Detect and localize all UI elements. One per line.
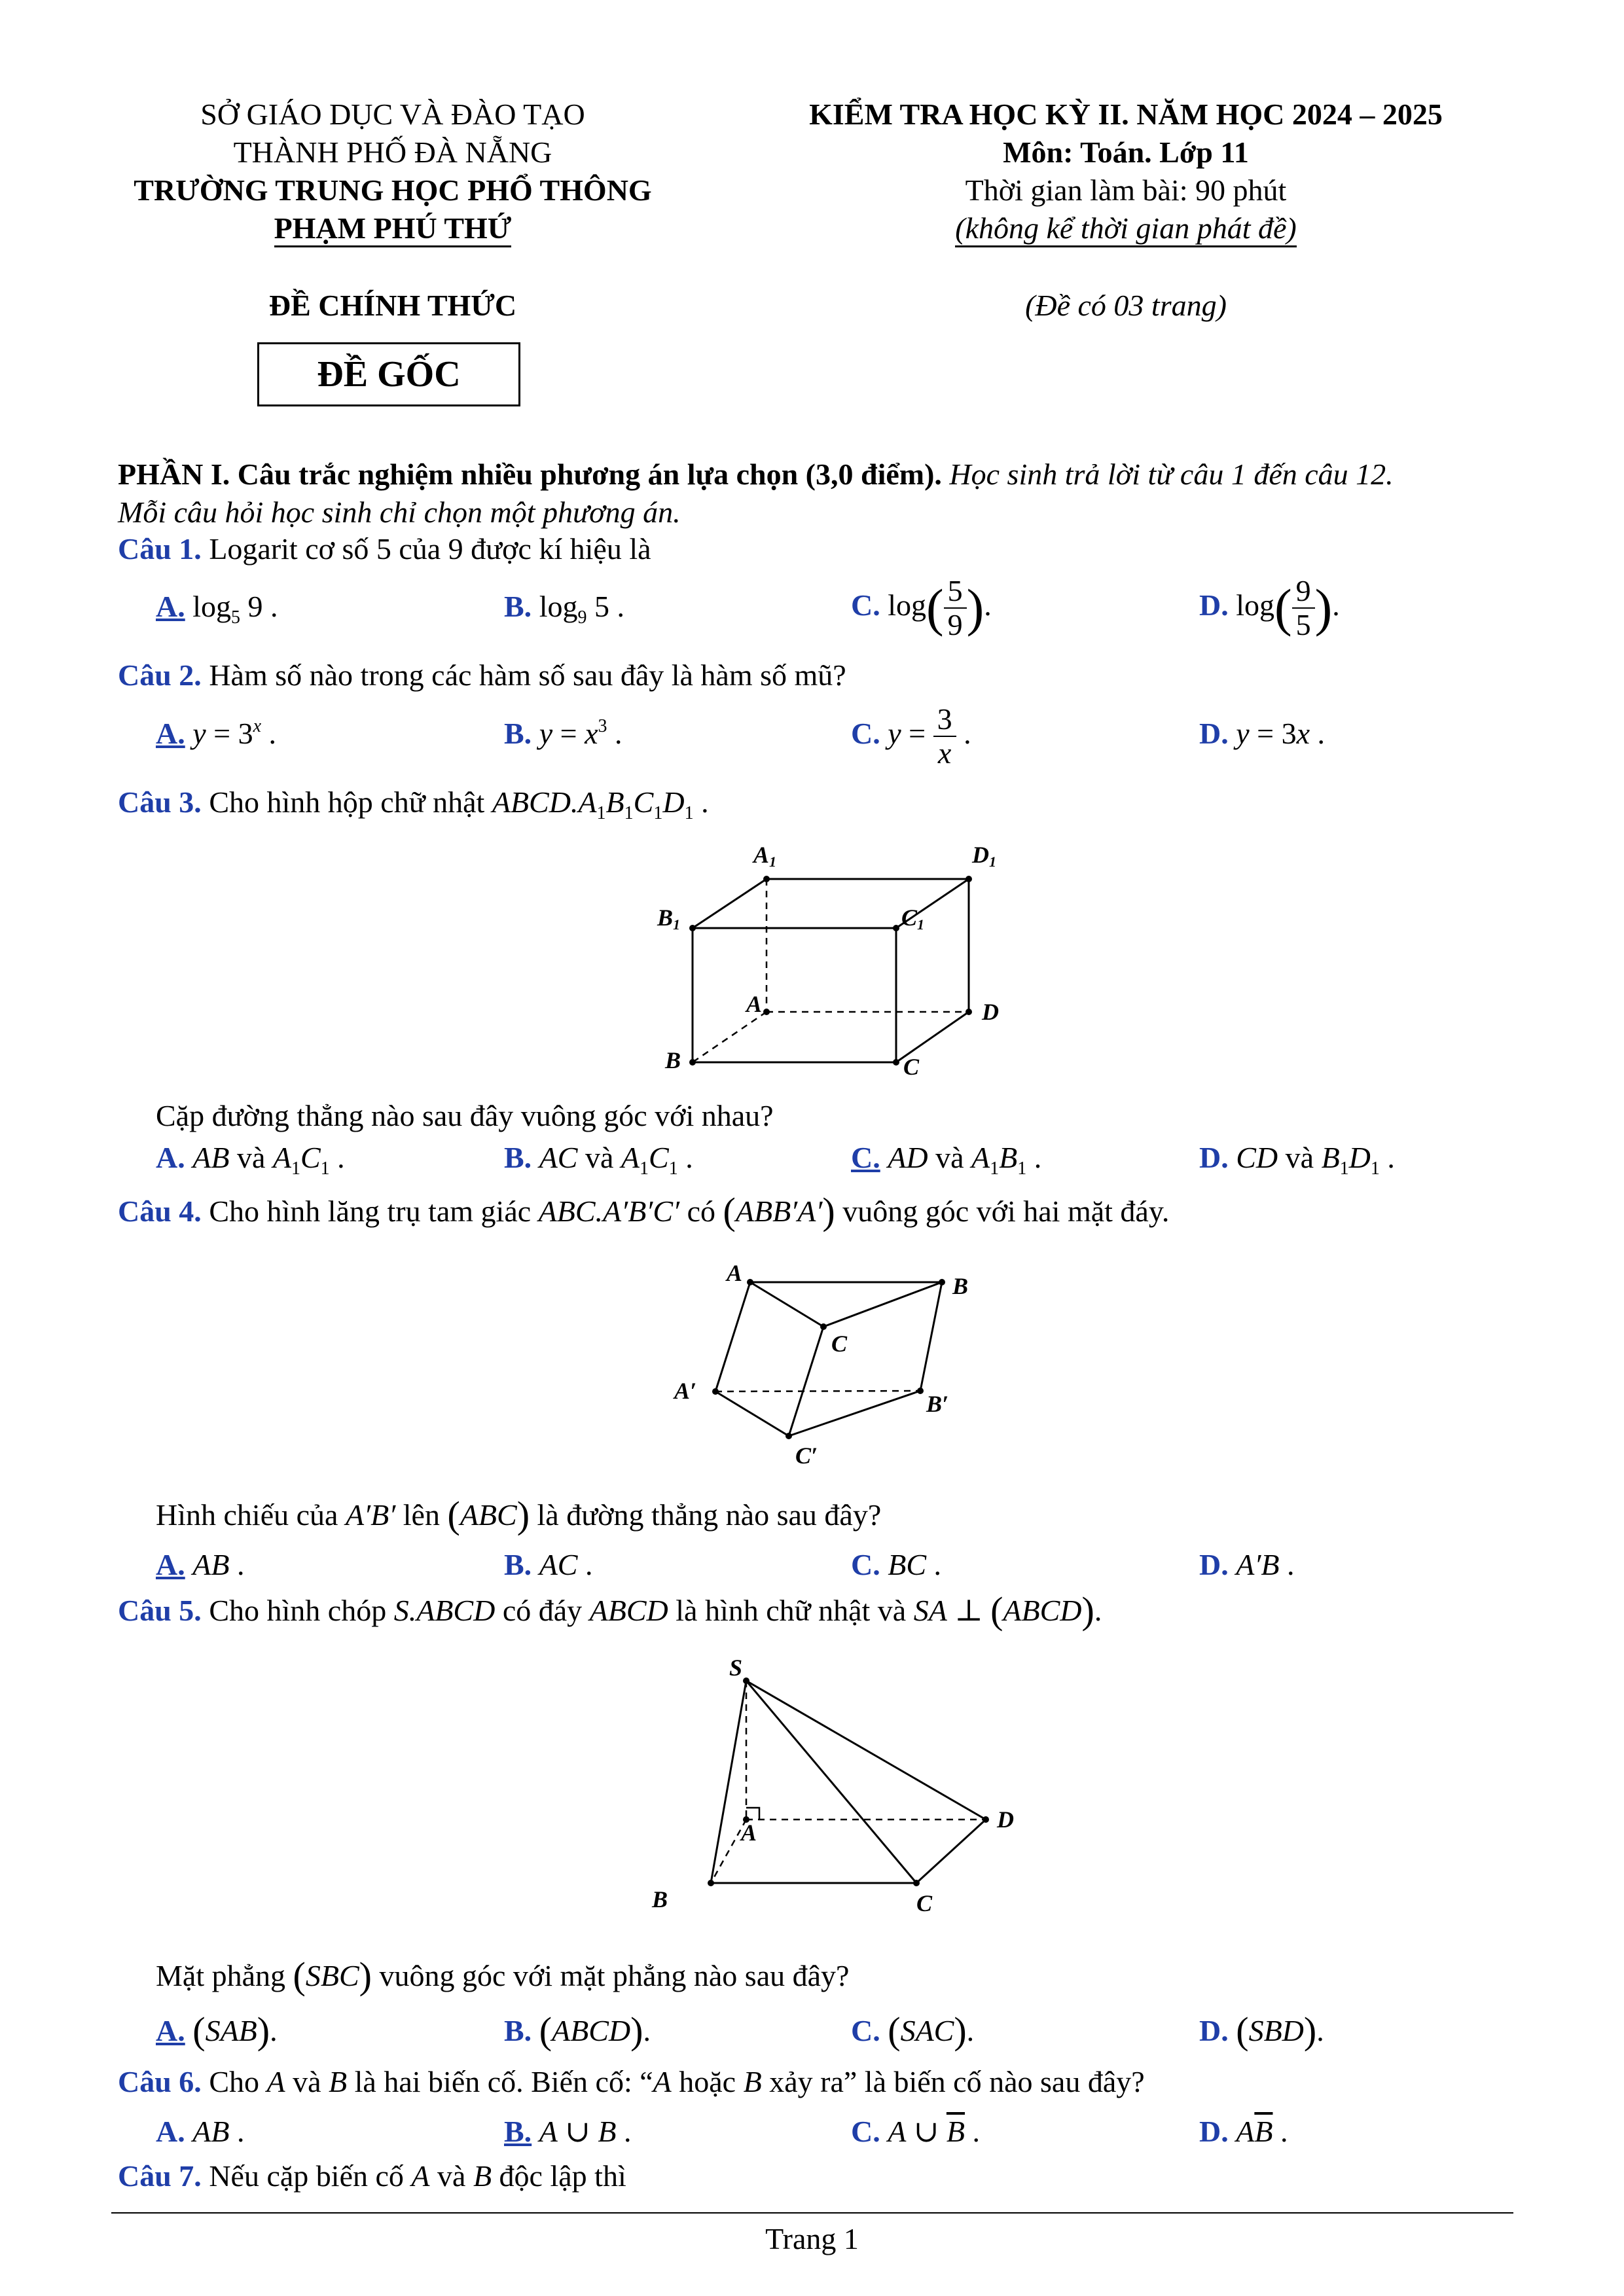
q5-option-d[interactable]: D. (SBD). [1199,2009,1324,2052]
q6-option-d[interactable]: D. $A\overline{B}$ . [1199,2115,1288,2148]
question-4: Câu 4. Cho hình lăng trụ tam giác ABC.A′B′C′ có (ABB′A′) vuông góc với hai mặt đáy. [118,1190,1170,1232]
q4-option-d[interactable]: D. A′B . [1199,1548,1295,1581]
label-C: C [831,1331,848,1357]
q2-option-a[interactable]: A. $y = 3^x$ . [156,716,277,750]
q5-prompt: Mặt phẳng (SBC) vuông góc với mặt phẳng nào sau đây? [156,1954,850,1997]
duration: Thời gian làm bài: 90 phút [965,173,1287,207]
question-6: Câu 6. Cho A và B là hai biến cố. Biến cố: “A hoặc B xảy ra” là biến cố nào sau đây? [118,2065,1145,2098]
question-2: Câu 2. Hàm số nào trong các hàm số sau đây là hàm số mũ? [118,658,846,692]
q2-option-d[interactable]: D. y = 3x . [1199,717,1326,750]
q6-option-c[interactable]: C. A ∪ $\overline{B}$ . [851,2115,980,2148]
label-C1: C1 [901,905,925,933]
q1-option-d[interactable]: D. log( $\frac{9}{5}$ ). [1199,574,1340,642]
label-A: A [741,1820,757,1846]
school-type: TRƯỜNG TRUNG HỌC PHỔ THÔNG [134,173,652,207]
header-right [753,96,1499,247]
page-number: Trang 1 [765,2222,859,2255]
q5-option-b[interactable]: B. (ABCD). [504,2009,651,2052]
question-7: Câu 7. Nếu cặp biến cố A và B độc lập thì [118,2159,626,2193]
q6-option-b[interactable]: B. A ∪ B . [504,2115,632,2148]
label-B-prime: B′ [926,1391,949,1417]
q3-option-c[interactable]: C. AD và $A_1B_1$ . [851,1141,1042,1179]
page-count: (Đề có 03 trang) [1025,289,1227,322]
q5-option-a[interactable]: A. (SAB). [156,2009,278,2052]
q5-option-c[interactable]: C. (SAC). [851,2009,975,2052]
question-1: Câu 1. Logarit cơ số 5 của 9 được kí hiệu là [118,532,651,565]
exam-title: KIỂM TRA HỌC KỲ II. NĂM HỌC 2024 – 2025 [809,98,1443,131]
label-C: C [916,1890,933,1916]
school-name: PHẠM PHÚ THỨ [274,211,512,247]
q4-option-b[interactable]: B. AC . [504,1548,593,1581]
dept-name: SỞ GIÁO DỤC VÀ ĐÀO TẠO [200,98,585,131]
q3-prompt: Cặp đường thẳng nào sau đây vuông góc với nhau? [156,1099,774,1132]
part1-title: PHẦN I. Câu trắc nghiệm nhiều phương án lựa chọn (3,0 điểm). [118,457,942,491]
part1-instruction-2: Mỗi câu hỏi học sinh chỉ chọn một phương án. [118,495,681,529]
q6-option-a[interactable]: A. AB . [156,2115,245,2148]
duration-note: (không kể thời gian phát đề) [955,211,1296,247]
label-B: B [952,1273,969,1299]
question-3: Câu 3. Cho hình hộp chữ nhật $ABCD.A_1B_1C_1D_1$ . [118,785,709,823]
label-D1: D1 [972,842,996,870]
label-B: B [665,1047,681,1073]
part1-instruction: Học sinh trả lời từ câu 1 đến câu 12. [941,457,1394,491]
q4-option-c[interactable]: C. BC . [851,1548,942,1581]
official-label: ĐỀ CHÍNH THỨC [268,289,517,322]
label-B1: B1 [657,905,681,933]
cuboid-figure [641,844,1034,1086]
subject: Môn: Toán. Lớp 11 [1003,135,1249,169]
pyramid-figure [641,1656,1034,1931]
label-A-prime: A′ [674,1378,697,1404]
part1-heading [118,456,1394,493]
original-exam-box: ĐỀ GỐC [257,342,520,406]
q2-option-b[interactable]: B. $y = x^3$ . [504,716,623,750]
city-name: THÀNH PHỐ ĐÀ NẴNG [233,135,552,169]
prism-figure [674,1253,1028,1469]
q3-option-d[interactable]: D. CD và $B_1D_1$ . [1199,1141,1395,1179]
label-C-prime: C′ [795,1443,818,1469]
label-A: A [727,1260,743,1286]
label-A1: A1 [753,842,777,870]
q1-option-c[interactable]: C. log( $\frac{5}{9}$ ). [851,574,992,642]
label-D: D [997,1806,1014,1833]
question-5: Câu 5. Cho hình chóp S.ABCD có đáy ABCD là hình chữ nhật và SA ⊥ (ABCD). [118,1589,1102,1632]
label-B: B [652,1886,668,1912]
label-S: S [729,1655,743,1681]
q1-option-b[interactable]: B. $\log_9 5$ . [504,590,624,628]
q1-option-a[interactable]: A. $\log_5 9$ . [156,590,278,628]
label-C: C [903,1054,920,1080]
q3-option-a[interactable]: A. AB và $A_1C_1$ . [156,1141,345,1179]
q4-option-a[interactable]: A. AB . [156,1548,245,1581]
label-A: A [746,991,763,1017]
footer-divider [111,2212,1513,2214]
label-D: D [982,999,999,1025]
q3-option-b[interactable]: B. AC và $A_1C_1$ . [504,1141,693,1179]
q2-option-c[interactable]: C. y = $\frac{3}{x}$ . [851,702,971,770]
header-left [65,96,720,247]
q4-prompt: Hình chiếu của A′B′ lên (ABC) là đường thẳng nào sau đây? [156,1494,882,1536]
